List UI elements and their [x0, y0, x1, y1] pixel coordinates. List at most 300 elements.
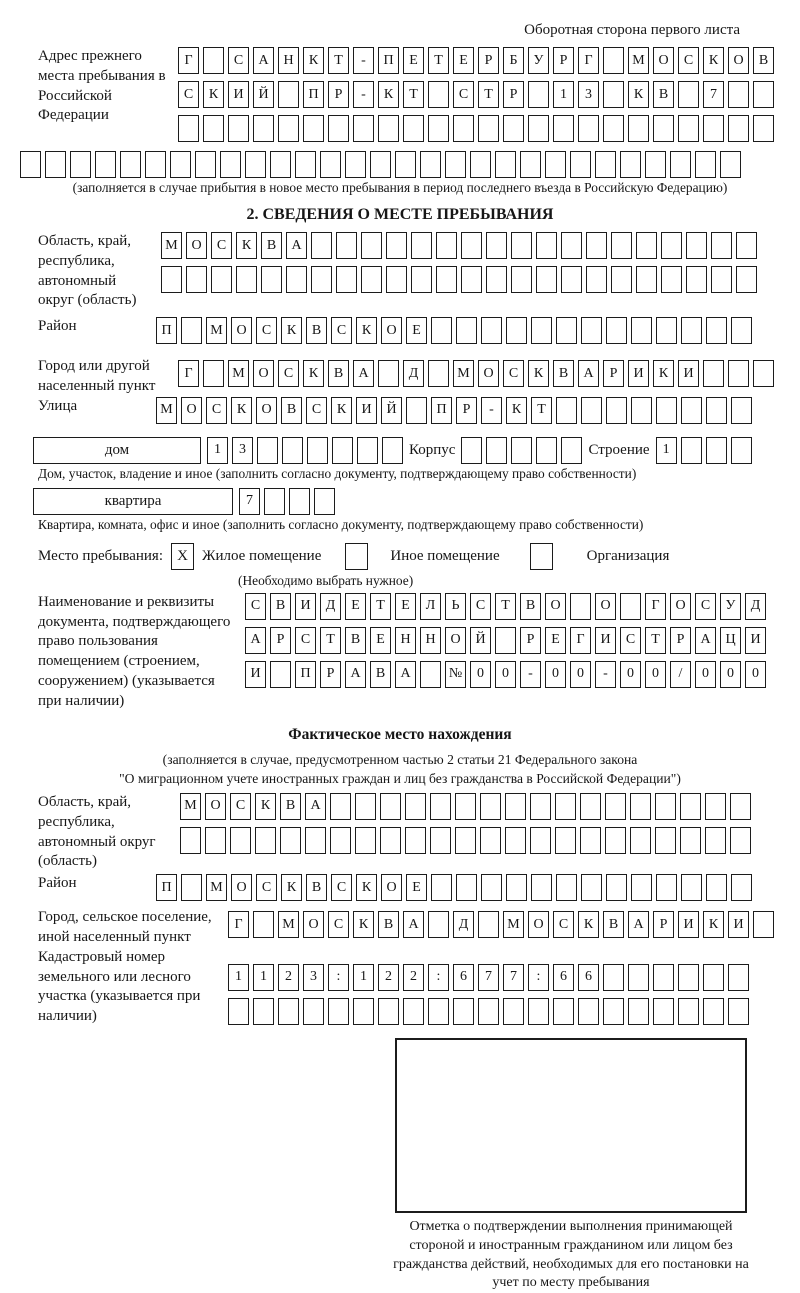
- char-cell[interactable]: [586, 266, 607, 293]
- char-cell[interactable]: [505, 793, 526, 820]
- char-cell[interactable]: К: [203, 81, 224, 108]
- char-cell[interactable]: П: [156, 317, 177, 344]
- char-cell[interactable]: Е: [545, 627, 566, 654]
- char-cell[interactable]: Т: [531, 397, 552, 424]
- char-cell[interactable]: Н: [278, 47, 299, 74]
- char-cell[interactable]: [603, 81, 624, 108]
- char-cell[interactable]: [656, 317, 677, 344]
- char-cell[interactable]: П: [295, 661, 316, 688]
- char-cell[interactable]: [611, 232, 632, 259]
- char-cell[interactable]: [561, 232, 582, 259]
- char-cell[interactable]: [361, 232, 382, 259]
- char-cell[interactable]: [578, 115, 599, 142]
- char-cell[interactable]: М: [503, 911, 524, 938]
- char-cell[interactable]: И: [356, 397, 377, 424]
- char-cell[interactable]: [581, 874, 602, 901]
- char-cell[interactable]: [478, 911, 499, 938]
- char-cell[interactable]: Р: [270, 627, 291, 654]
- char-cell[interactable]: 0: [745, 661, 766, 688]
- char-cell[interactable]: [45, 151, 66, 178]
- char-cell[interactable]: У: [720, 593, 741, 620]
- char-cell[interactable]: [528, 115, 549, 142]
- char-cell[interactable]: [428, 998, 449, 1025]
- char-cell[interactable]: [470, 151, 491, 178]
- checkbox-other-premises[interactable]: [345, 543, 368, 570]
- char-cell[interactable]: О: [256, 397, 277, 424]
- char-cell[interactable]: С: [331, 317, 352, 344]
- char-cell[interactable]: [703, 360, 724, 387]
- char-cell[interactable]: [420, 151, 441, 178]
- char-cell[interactable]: [481, 874, 502, 901]
- char-cell[interactable]: [730, 793, 751, 820]
- char-cell[interactable]: 7: [478, 964, 499, 991]
- char-cell[interactable]: -: [353, 81, 374, 108]
- char-cell[interactable]: [370, 151, 391, 178]
- char-cell[interactable]: Ц: [720, 627, 741, 654]
- char-cell[interactable]: [186, 266, 207, 293]
- char-cell[interactable]: Р: [456, 397, 477, 424]
- char-cell[interactable]: [253, 115, 274, 142]
- char-cell[interactable]: [355, 827, 376, 854]
- char-cell[interactable]: С: [211, 232, 232, 259]
- char-cell[interactable]: [711, 232, 732, 259]
- char-cell[interactable]: В: [306, 317, 327, 344]
- char-cell[interactable]: Т: [320, 627, 341, 654]
- char-cell[interactable]: Й: [253, 81, 274, 108]
- char-cell[interactable]: М: [180, 793, 201, 820]
- char-cell[interactable]: [480, 827, 501, 854]
- char-cell[interactable]: [353, 998, 374, 1025]
- char-cell[interactable]: С: [553, 911, 574, 938]
- char-cell[interactable]: [320, 151, 341, 178]
- char-cell[interactable]: М: [628, 47, 649, 74]
- char-cell[interactable]: [681, 397, 702, 424]
- char-cell[interactable]: Р: [520, 627, 541, 654]
- char-cell[interactable]: С: [503, 360, 524, 387]
- char-cell[interactable]: [561, 266, 582, 293]
- char-cell[interactable]: [536, 232, 557, 259]
- char-cell[interactable]: [505, 827, 526, 854]
- char-cell[interactable]: [428, 360, 449, 387]
- char-cell[interactable]: [378, 998, 399, 1025]
- char-cell[interactable]: [730, 827, 751, 854]
- char-cell[interactable]: [556, 874, 577, 901]
- char-cell[interactable]: [303, 115, 324, 142]
- char-cell[interactable]: [670, 151, 691, 178]
- char-cell[interactable]: [428, 911, 449, 938]
- char-cell[interactable]: [605, 827, 626, 854]
- char-cell[interactable]: [481, 317, 502, 344]
- char-cell[interactable]: О: [303, 911, 324, 938]
- char-cell[interactable]: [303, 998, 324, 1025]
- char-cell[interactable]: [181, 317, 202, 344]
- char-cell[interactable]: С: [178, 81, 199, 108]
- char-cell[interactable]: [528, 998, 549, 1025]
- char-cell[interactable]: [703, 998, 724, 1025]
- char-cell[interactable]: [686, 232, 707, 259]
- char-cell[interactable]: [203, 115, 224, 142]
- char-cell[interactable]: [236, 266, 257, 293]
- char-cell[interactable]: [561, 437, 582, 464]
- char-cell[interactable]: Г: [570, 627, 591, 654]
- char-cell[interactable]: [330, 793, 351, 820]
- char-cell[interactable]: [332, 437, 353, 464]
- char-cell[interactable]: [478, 998, 499, 1025]
- char-cell[interactable]: [230, 827, 251, 854]
- char-cell[interactable]: -: [353, 47, 374, 74]
- char-cell[interactable]: Л: [420, 593, 441, 620]
- char-cell[interactable]: И: [295, 593, 316, 620]
- char-cell[interactable]: А: [286, 232, 307, 259]
- char-cell[interactable]: 0: [545, 661, 566, 688]
- char-cell[interactable]: Г: [178, 360, 199, 387]
- char-cell[interactable]: Д: [745, 593, 766, 620]
- char-cell[interactable]: К: [703, 911, 724, 938]
- char-cell[interactable]: [461, 232, 482, 259]
- char-cell[interactable]: С: [331, 874, 352, 901]
- char-cell[interactable]: /: [670, 661, 691, 688]
- char-cell[interactable]: [411, 232, 432, 259]
- char-cell[interactable]: [511, 437, 532, 464]
- char-cell[interactable]: [731, 397, 752, 424]
- char-cell[interactable]: 0: [495, 661, 516, 688]
- char-cell[interactable]: 1: [656, 437, 677, 464]
- char-cell[interactable]: С: [470, 593, 491, 620]
- char-cell[interactable]: Р: [320, 661, 341, 688]
- char-cell[interactable]: [753, 115, 774, 142]
- char-cell[interactable]: [628, 998, 649, 1025]
- char-cell[interactable]: [170, 151, 191, 178]
- char-cell[interactable]: Т: [403, 81, 424, 108]
- char-cell[interactable]: 6: [453, 964, 474, 991]
- char-cell[interactable]: С: [295, 627, 316, 654]
- char-cell[interactable]: [311, 232, 332, 259]
- char-cell[interactable]: [282, 437, 303, 464]
- char-cell[interactable]: [530, 793, 551, 820]
- char-cell[interactable]: [556, 317, 577, 344]
- char-cell[interactable]: 1: [228, 964, 249, 991]
- char-cell[interactable]: Т: [495, 593, 516, 620]
- char-cell[interactable]: [753, 911, 774, 938]
- char-cell[interactable]: [581, 397, 602, 424]
- char-cell[interactable]: И: [245, 661, 266, 688]
- char-cell[interactable]: Т: [370, 593, 391, 620]
- char-cell[interactable]: К: [303, 360, 324, 387]
- char-cell[interactable]: [530, 827, 551, 854]
- char-cell[interactable]: Т: [478, 81, 499, 108]
- char-cell[interactable]: В: [753, 47, 774, 74]
- char-cell[interactable]: [406, 397, 427, 424]
- char-cell[interactable]: [581, 317, 602, 344]
- char-cell[interactable]: Е: [345, 593, 366, 620]
- char-cell[interactable]: [528, 81, 549, 108]
- char-cell[interactable]: [706, 874, 727, 901]
- char-cell[interactable]: 1: [253, 964, 274, 991]
- char-cell[interactable]: К: [331, 397, 352, 424]
- char-cell[interactable]: В: [553, 360, 574, 387]
- char-cell[interactable]: О: [231, 874, 252, 901]
- char-cell[interactable]: Г: [228, 911, 249, 938]
- char-cell[interactable]: [653, 964, 674, 991]
- char-cell[interactable]: -: [481, 397, 502, 424]
- char-cell[interactable]: [431, 874, 452, 901]
- char-cell[interactable]: [506, 874, 527, 901]
- char-cell[interactable]: К: [281, 874, 302, 901]
- char-cell[interactable]: [656, 874, 677, 901]
- char-cell[interactable]: 1: [553, 81, 574, 108]
- char-cell[interactable]: [405, 827, 426, 854]
- char-cell[interactable]: [611, 266, 632, 293]
- char-cell[interactable]: Д: [453, 911, 474, 938]
- house-box[interactable]: дом: [33, 437, 201, 464]
- char-cell[interactable]: Р: [328, 81, 349, 108]
- char-cell[interactable]: О: [205, 793, 226, 820]
- char-cell[interactable]: [661, 232, 682, 259]
- char-cell[interactable]: [620, 151, 641, 178]
- char-cell[interactable]: [261, 266, 282, 293]
- char-cell[interactable]: [295, 151, 316, 178]
- char-cell[interactable]: [736, 232, 757, 259]
- char-cell[interactable]: [70, 151, 91, 178]
- char-cell[interactable]: М: [206, 317, 227, 344]
- char-cell[interactable]: [480, 793, 501, 820]
- char-cell[interactable]: [286, 266, 307, 293]
- char-cell[interactable]: [145, 151, 166, 178]
- char-cell[interactable]: [728, 115, 749, 142]
- char-cell[interactable]: [495, 627, 516, 654]
- char-cell[interactable]: 6: [578, 964, 599, 991]
- char-cell[interactable]: [403, 998, 424, 1025]
- char-cell[interactable]: [220, 151, 241, 178]
- char-cell[interactable]: [570, 151, 591, 178]
- char-cell[interactable]: [403, 115, 424, 142]
- char-cell[interactable]: :: [328, 964, 349, 991]
- char-cell[interactable]: [264, 488, 285, 515]
- char-cell[interactable]: С: [278, 360, 299, 387]
- char-cell[interactable]: В: [270, 593, 291, 620]
- char-cell[interactable]: [545, 151, 566, 178]
- char-cell[interactable]: [728, 81, 749, 108]
- char-cell[interactable]: [531, 874, 552, 901]
- char-cell[interactable]: О: [528, 911, 549, 938]
- char-cell[interactable]: [605, 793, 626, 820]
- char-cell[interactable]: 7: [239, 488, 260, 515]
- char-cell[interactable]: [620, 593, 641, 620]
- char-cell[interactable]: [453, 115, 474, 142]
- char-cell[interactable]: В: [261, 232, 282, 259]
- char-cell[interactable]: К: [231, 397, 252, 424]
- char-cell[interactable]: И: [678, 911, 699, 938]
- char-cell[interactable]: В: [306, 874, 327, 901]
- char-cell[interactable]: Н: [395, 627, 416, 654]
- char-cell[interactable]: [336, 232, 357, 259]
- char-cell[interactable]: [511, 266, 532, 293]
- char-cell[interactable]: [205, 827, 226, 854]
- char-cell[interactable]: [703, 115, 724, 142]
- char-cell[interactable]: [606, 317, 627, 344]
- char-cell[interactable]: [531, 317, 552, 344]
- char-cell[interactable]: [603, 998, 624, 1025]
- char-cell[interactable]: С: [256, 317, 277, 344]
- char-cell[interactable]: [270, 151, 291, 178]
- char-cell[interactable]: К: [378, 81, 399, 108]
- char-cell[interactable]: [486, 437, 507, 464]
- char-cell[interactable]: [203, 360, 224, 387]
- char-cell[interactable]: [289, 488, 310, 515]
- char-cell[interactable]: [405, 793, 426, 820]
- char-cell[interactable]: [461, 266, 482, 293]
- char-cell[interactable]: Т: [328, 47, 349, 74]
- char-cell[interactable]: 0: [570, 661, 591, 688]
- char-cell[interactable]: Р: [478, 47, 499, 74]
- char-cell[interactable]: Е: [403, 47, 424, 74]
- char-cell[interactable]: О: [231, 317, 252, 344]
- char-cell[interactable]: А: [245, 627, 266, 654]
- char-cell[interactable]: С: [256, 874, 277, 901]
- char-cell[interactable]: [506, 317, 527, 344]
- char-cell[interactable]: [681, 874, 702, 901]
- char-cell[interactable]: [636, 266, 657, 293]
- char-cell[interactable]: [520, 151, 541, 178]
- char-cell[interactable]: [753, 81, 774, 108]
- char-cell[interactable]: [95, 151, 116, 178]
- char-cell[interactable]: [586, 232, 607, 259]
- char-cell[interactable]: [278, 115, 299, 142]
- char-cell[interactable]: [628, 115, 649, 142]
- char-cell[interactable]: [420, 661, 441, 688]
- char-cell[interactable]: К: [628, 81, 649, 108]
- char-cell[interactable]: Р: [603, 360, 624, 387]
- char-cell[interactable]: [570, 593, 591, 620]
- char-cell[interactable]: [678, 998, 699, 1025]
- char-cell[interactable]: [653, 998, 674, 1025]
- char-cell[interactable]: [253, 998, 274, 1025]
- char-cell[interactable]: О: [595, 593, 616, 620]
- char-cell[interactable]: 0: [470, 661, 491, 688]
- char-cell[interactable]: А: [305, 793, 326, 820]
- char-cell[interactable]: [536, 266, 557, 293]
- char-cell[interactable]: Е: [453, 47, 474, 74]
- char-cell[interactable]: [636, 232, 657, 259]
- char-cell[interactable]: К: [236, 232, 257, 259]
- char-cell[interactable]: 0: [720, 661, 741, 688]
- char-cell[interactable]: [681, 437, 702, 464]
- char-cell[interactable]: О: [181, 397, 202, 424]
- char-cell[interactable]: И: [595, 627, 616, 654]
- char-cell[interactable]: [555, 793, 576, 820]
- char-cell[interactable]: К: [578, 911, 599, 938]
- char-cell[interactable]: [706, 317, 727, 344]
- char-cell[interactable]: [411, 266, 432, 293]
- apartment-box[interactable]: квартира: [33, 488, 233, 515]
- char-cell[interactable]: С: [620, 627, 641, 654]
- char-cell[interactable]: 7: [703, 81, 724, 108]
- char-cell[interactable]: О: [653, 47, 674, 74]
- checkbox-organization[interactable]: [530, 543, 553, 570]
- char-cell[interactable]: О: [670, 593, 691, 620]
- char-cell[interactable]: [345, 151, 366, 178]
- char-cell[interactable]: Е: [406, 317, 427, 344]
- char-cell[interactable]: [705, 827, 726, 854]
- char-cell[interactable]: [386, 266, 407, 293]
- char-cell[interactable]: Е: [370, 627, 391, 654]
- char-cell[interactable]: [486, 232, 507, 259]
- char-cell[interactable]: О: [186, 232, 207, 259]
- char-cell[interactable]: Т: [645, 627, 666, 654]
- char-cell[interactable]: П: [378, 47, 399, 74]
- char-cell[interactable]: [703, 964, 724, 991]
- char-cell[interactable]: [245, 151, 266, 178]
- char-cell[interactable]: [580, 827, 601, 854]
- char-cell[interactable]: В: [378, 911, 399, 938]
- char-cell[interactable]: 0: [620, 661, 641, 688]
- char-cell[interactable]: [430, 793, 451, 820]
- char-cell[interactable]: А: [403, 911, 424, 938]
- char-cell[interactable]: -: [595, 661, 616, 688]
- char-cell[interactable]: В: [280, 793, 301, 820]
- char-cell[interactable]: [706, 437, 727, 464]
- char-cell[interactable]: О: [478, 360, 499, 387]
- char-cell[interactable]: 3: [232, 437, 253, 464]
- char-cell[interactable]: 1: [353, 964, 374, 991]
- char-cell[interactable]: [580, 793, 601, 820]
- char-cell[interactable]: [461, 437, 482, 464]
- char-cell[interactable]: [270, 661, 291, 688]
- char-cell[interactable]: [595, 151, 616, 178]
- char-cell[interactable]: [705, 793, 726, 820]
- char-cell[interactable]: 7: [503, 964, 524, 991]
- char-cell[interactable]: 0: [695, 661, 716, 688]
- char-cell[interactable]: [382, 437, 403, 464]
- char-cell[interactable]: [653, 115, 674, 142]
- char-cell[interactable]: [456, 874, 477, 901]
- char-cell[interactable]: [431, 317, 452, 344]
- char-cell[interactable]: [556, 397, 577, 424]
- char-cell[interactable]: К: [506, 397, 527, 424]
- char-cell[interactable]: [228, 115, 249, 142]
- char-cell[interactable]: [328, 998, 349, 1025]
- char-cell[interactable]: М: [453, 360, 474, 387]
- char-cell[interactable]: [378, 115, 399, 142]
- char-cell[interactable]: Н: [420, 627, 441, 654]
- char-cell[interactable]: С: [306, 397, 327, 424]
- char-cell[interactable]: С: [245, 593, 266, 620]
- char-cell[interactable]: [378, 360, 399, 387]
- char-cell[interactable]: П: [156, 874, 177, 901]
- char-cell[interactable]: К: [703, 47, 724, 74]
- char-cell[interactable]: В: [520, 593, 541, 620]
- char-cell[interactable]: [603, 115, 624, 142]
- char-cell[interactable]: [728, 998, 749, 1025]
- char-cell[interactable]: [731, 437, 752, 464]
- char-cell[interactable]: [680, 827, 701, 854]
- char-cell[interactable]: [445, 151, 466, 178]
- char-cell[interactable]: [681, 317, 702, 344]
- char-cell[interactable]: О: [728, 47, 749, 74]
- char-cell[interactable]: В: [603, 911, 624, 938]
- char-cell[interactable]: А: [695, 627, 716, 654]
- char-cell[interactable]: Г: [178, 47, 199, 74]
- char-cell[interactable]: Т: [428, 47, 449, 74]
- char-cell[interactable]: [456, 317, 477, 344]
- char-cell[interactable]: К: [281, 317, 302, 344]
- char-cell[interactable]: [503, 115, 524, 142]
- char-cell[interactable]: [686, 266, 707, 293]
- char-cell[interactable]: [678, 115, 699, 142]
- char-cell[interactable]: 0: [645, 661, 666, 688]
- char-cell[interactable]: [511, 232, 532, 259]
- char-cell[interactable]: 2: [403, 964, 424, 991]
